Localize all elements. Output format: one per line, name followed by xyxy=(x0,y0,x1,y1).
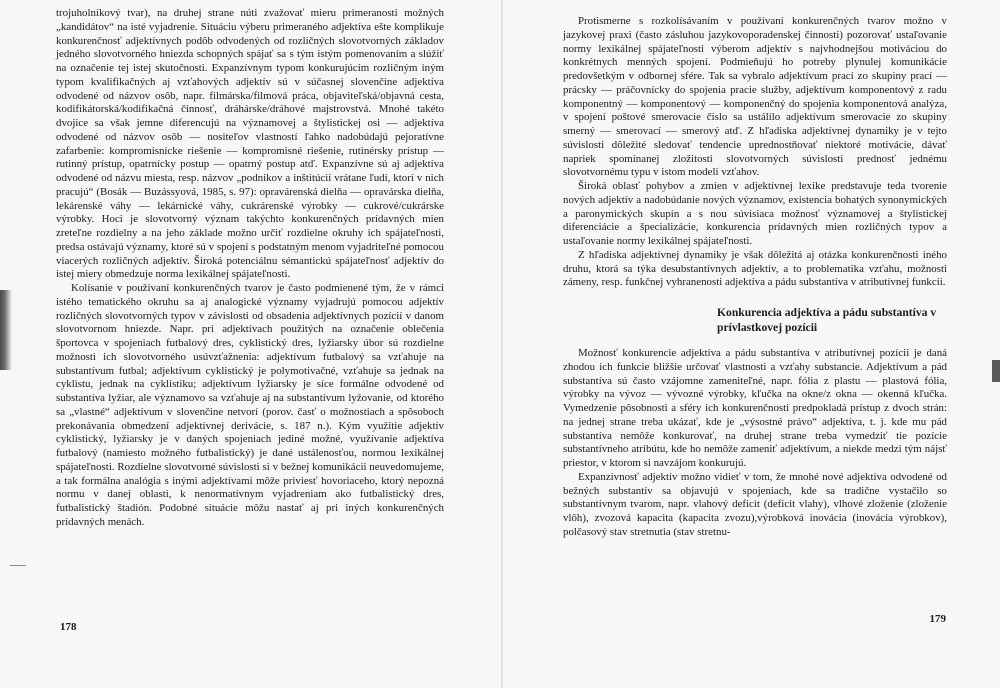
left-text-column xyxy=(56,7,444,530)
paragraph: Expanzívnosť adjektív možno vidieť v tom, že mnohé nové adjektíva odvodené od bežných substantív sa objavujú v spojeniach, kde sa tradične vystačilo so substantívnym tvarom, napr. vlahový deficit (deficit vlahy), vlhové zloženie (zloženie vlôh), zvozová kapacita (kapacita zvozu),výrobková inovácia (inovácia výrobkov), polčasový stav stretnutia (stav stretnu- xyxy=(563,470,947,538)
paragraph: Protismerne s rozkolísávaním v používaní konkurenčných tvarov možno v jazykovej praxi (často zásluhou jazykovoporadenskej činnosti) pozorovať ustaľovanie normy lexikálnej spájateľnosti výberom adjektív s najvhodnejšou motiváciou do konkrétnych menných spojení. Podmieňujú ho potreby plynulej komunikácie predovšetkým v odbornej sfére. Tak sa vybralo adjektívum prací zo skupiny prací — prácsky — práčovnícky do spojenia pracie služby, adjektívum komponentový z radu komponentný — komponentový — komponenčný do spojenia komponentová analýza, v spojení poštové smerovacie číslo sa ustálilo adjektívum smerovacie zo skupiny smerný — smerovací — smerový atď. Z hľadiska adjektívnej dynamiky je v tejto súvislosti dôležité sledovať tendencie uprednostňovať niektoré motivácie, dávať napriek spomínanej zložitosti slovotvorných súvislostí prednosť jednému slovotvornému typu v istom modeli vzťahov. xyxy=(563,15,947,179)
scan-edge-mark xyxy=(992,360,1000,382)
paragraph: trojuholníkový tvar), na druhej strane núti zvažovať mieru primeranosti možných „kandidátov“ na isté vyjadrenie. Situáciu výberu primeraného adjektíva ešte komplikuje konkurenčnosť adjektívnych podôb odvodených od rozličných slovotvorných základov jedného slovotvorného hniezda schopných spájať sa s tým istým pomenovaním a slúžiť na označenie tej istej skutočnosti. Expanzívnym typom konkurujúcim rozličným iným typom kvalifikačných aj vzťahových adjektív sú v súčasnej slovenčine adjektíva odvodené od názvov osôb, napr. filmárska/filmová práca, objaviteľská/objavná cesta, kodifikátorská/kodifikačná činnosť, dráhárske/dráhové majstrovstvá. Mnohé takéto dvojice sa však jemne diferencujú na významovej a štylistickej osi — adjektíva odvodené od názvov osôb — nositeľov vlastností ľahko nadobúdajú pejoratívne zafarbenie: kompromisnícke riešenie — kompromisné riešenie, rutinérsky prístup — rutinný prístup, opatrnícky postup — opatrný postup atď. Expanzívne sú aj adjektíva odvodené od názvu miesta, resp. názvov „podnikov a inštitúcií vrátane ľudí, ktorí v nich pracujú“ (Bosák — Buzássyová, 1985, s. 97): opravárenská dielňa — opravárska dielňa, lekárenské váhy — lekárnické váhy, cukrárenské výrobky — cukrové/cukrárske výrobky. Hoci je slovotvorný význam takýchto konkurenčných prídavných mien zreteľne rozdielny a na jeho základe možno určiť rozdielne okruhy ich spájateľnosti, predsa ostávajú významy, ktoré sú v spojení s podstatným menom vyjadriteľné pomocou viacerých rozličných adjektív. Široká potenciálnu sémantickú spájateľnosť adjektív do istej miery obmedzuje norma lexikálnej spájateľnosti. xyxy=(56,7,444,281)
scan-mark xyxy=(10,565,26,566)
right-text-column xyxy=(563,15,947,540)
page-number: 179 xyxy=(929,613,946,625)
paragraph: Kolísanie v používaní konkurenčných tvarov je často podmienené tým, že v rámci istého tematického okruhu sa aj analogické významy vyjadrujú pomocou adjektív rozličných slovotvorných typov v závislosti od obsadenia adjektívnych pozícií v danom slovotvornom hniezde. Napr. pri adjektívach použitých na označenie oblečenia športovca v spojeniach futbalový dres, cyklistický dres, lyžiarsky úbor sú rozdielne možnosti ich slovotvorného usúvzťažnenia: adjektívum futbalový sa vzťahuje na substantívum futbal; adjektívum cyklistický je polymotivačné, vzťahuje sa jednak na cyklistu, jednak na cyklistiku; adjektívum lyžiarsky je síce formálne odvodené od substantíva lyžiar, ale významovo sa vzťahuje aj na substantívum lyžovanie, od ktorého sa „vlastné“ adjektívum v slovenčine netvorí (porov. časť o možnostiach a spôsoboch prekonávania obmedzení adjektívnej derivácie, s. 187 n.). Kým využitie adjektív cyklistický, lyžiarsky je v daných spojeniach jediné možné, využívanie adjektíva futbalový (namiesto možného futbalistický) je dané ustálenosťou, normou lexikálnej spájateľnosti. Rozdielne slovotvorné súvislosti si v bežnej komunikácii neuvedomujeme, a tak formálna analógia s inými adjektívami môže priviesť hovoriaceho, ktorý nepozná normu v danej oblasti, k nenormatívnym vyjadreniam ako futbalistický dres, futbalistický štadión. Podobné situácie môžu nastať aj pri iných konkurenčných prídavných menách. xyxy=(56,282,444,528)
section-heading: Konkurencia adjektíva a pádu substantíva v prívlastkovej pozícii xyxy=(717,306,937,334)
paragraph: Z hľadiska adjektívnej dynamiky je však dôležitá aj otázka konkurenčnosti iného druhu, ktorá sa týka desubstantívnych adjektív, a to problematika vzťahu, možnosti zámeny, resp. funkčnej vyhranenosti adjektíva a pádu substantíva v atributívnej funkcii. xyxy=(563,248,947,289)
paragraph: Široká oblasť pohybov a zmien v adjektívnej lexike predstavuje teda tvorenie nových adjektív a nadobúdanie nových významov, existencia bohatých synonymických a paronymických skupín a s nou súvisiaca možnosť významovej a štylistickej diferenciácie a špecializácie, konkurencia prídavných mien rozličných typov a ustaľovanie normy lexikálnej spájateľnosti. xyxy=(563,180,947,247)
page-number: 178 xyxy=(60,621,77,633)
right-page xyxy=(503,0,1000,688)
scan-edge-shadow xyxy=(0,290,12,370)
paragraph: Možnosť konkurencie adjektíva a pádu substantíva v atributívnej pozícii je daná zhodou ich funkcie bližšie určovať vlastnosti a vzťahy substancie. Adjektívum a pád substantíva sú často vzájomne zameniteľné, napr. fólia z plastu — plastová fólia, výrobky na vývoz — vývozné výrobky, kľučka na okne/z okna — okenná kľučka. Vymedzenie pôsobnosti a sféry ich konkurenčnosti predpokladá prístup z dvoch strán: na jednej strane treba ukázať, kde je „výsostné právo“ adjektíva, t. j. kde mu pád substantíva nemôže konkurovať, na druhej strane treba vymedziť tie pozície substantívneho atribútu, kde ho nemôže zameniť adjektívum, a niekde medzi tým nájsť priestor, v ktorom si navzájom konkurujú. xyxy=(563,347,947,469)
